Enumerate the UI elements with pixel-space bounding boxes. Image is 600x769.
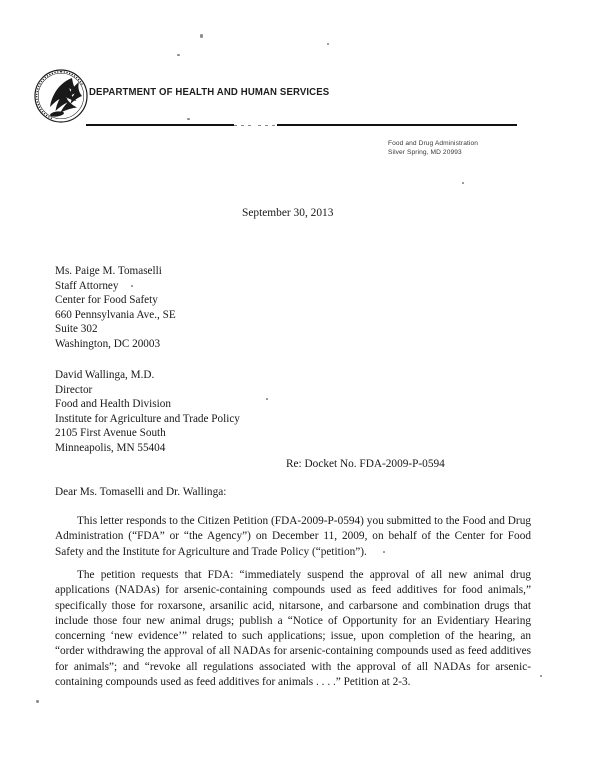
paragraph-text: This letter responds to the Citizen Petition (FDA-2009-P-0594) you submitted to the Food and Drug Administration (“FDA” or “the Agency”) on December 11, 2009, on behalf of the Center for Food Safety and the Institute for Agriculture and Trade Policy (“petition”).: [55, 515, 531, 558]
address-line: Food and Health Division: [55, 398, 171, 411]
salutation: Dear Ms. Tomaselli and Dr. Wallinga:: [55, 486, 227, 498]
scan-speck: [383, 551, 385, 553]
agency-address-line: Food and Drug Administration: [388, 140, 479, 147]
recipient-address-block: [55, 264, 176, 352]
address-line: 660 Pennsylvania Ave., SE: [55, 308, 176, 321]
letterhead: [0, 66, 600, 128]
scan-speck: [187, 118, 190, 120]
address-line: Staff Attorney: [55, 279, 119, 292]
hhs-seal-icon: [33, 68, 89, 124]
body-paragraph: [55, 514, 531, 560]
scan-speck: [36, 700, 39, 703]
scan-speck: [266, 398, 268, 400]
address-line: Minneapolis, MN 55404: [55, 441, 166, 454]
address-line: Suite 302: [55, 323, 98, 336]
address-line: Washington, DC 20003: [55, 337, 161, 350]
recipient-address-block: [55, 368, 240, 456]
address-line: Institute for Agriculture and Trade Policy: [55, 412, 240, 425]
letterhead-divider: [0, 124, 600, 128]
address-line: David Wallinga, M.D.: [55, 369, 155, 381]
agency-address: [388, 140, 478, 157]
docket-reference-line: Re: Docket No. FDA-2009-P-0594: [286, 458, 445, 470]
address-line: 2105 First Avenue South: [55, 427, 166, 440]
scan-speck: [177, 54, 180, 56]
agency-address-line: Silver Spring, MD 20993: [388, 148, 462, 156]
paragraph-text: The petition requests that FDA: “immediately suspend the approval of all new animal drug applications (NADAs) for arsenic-containing compounds used as feed additives for food animals,” specifically those for roxarsone, arsanilic acid, nitarsone, and carbarsone and combination drugs that include those four new animal drugs; publish a “Notice of Opportunity for an Evidentiary Hearing concerning ‘new evidence’” related to such applications; issue, upon completion of the hearing, an “order withdrawing the approval of all NADAs for arsenic-containing compounds used as feed additives for animals”; and “revoke all regulations associated with the approval of all NADAs for arsenic-containing compounds used as feed additives for animals . . . .” Petition at 2-3.: [55, 569, 531, 689]
address-line: Director: [55, 383, 93, 396]
address-line: Center for Food Safety: [55, 294, 158, 307]
scan-speck: [540, 675, 542, 677]
body-paragraph: [55, 568, 531, 690]
letter-date: September 30, 2013: [242, 207, 334, 219]
scan-speck: [327, 43, 329, 45]
scan-speck: [462, 182, 464, 184]
scan-speck: [200, 34, 203, 38]
address-line: Ms. Paige M. Tomaselli: [55, 265, 162, 277]
page-title: DEPARTMENT OF HEALTH AND HUMAN SERVICES: [89, 87, 330, 98]
scan-speck: [131, 285, 133, 287]
